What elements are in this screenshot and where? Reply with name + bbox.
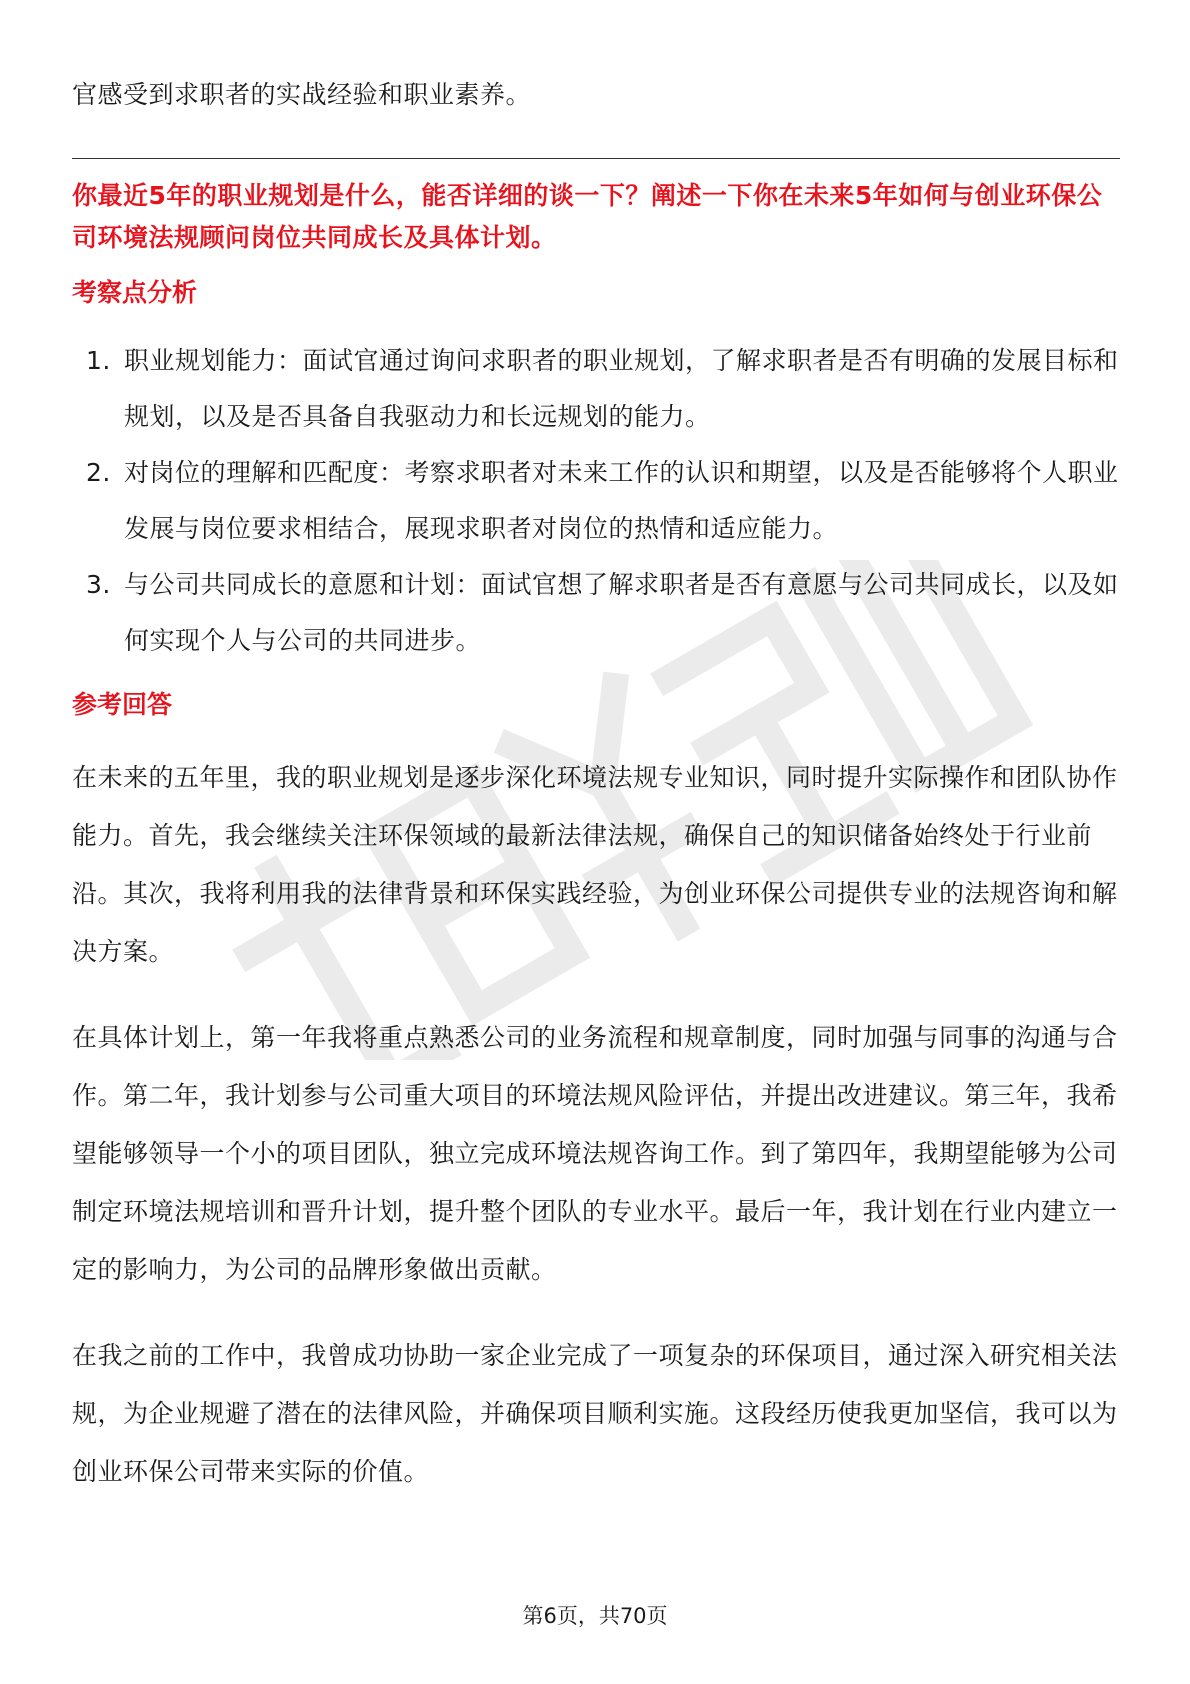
list-item-text: 对岗位的理解和匹配度：考察求职者对未来工作的认识和期望，以及是否能够将个人职业发展与岗位要求相结合，展现求职者对岗位的热情和适应能力。 [124, 458, 1119, 543]
page-number-footer: 第6页，共70页 [522, 1604, 668, 1628]
answer-paragraph: 在未来的五年里，我的职业规划是逐步深化环境法规专业知识，同时提升实际操作和团队协作能力。首先，我会继续关注环保领域的最新法律法规，确保自己的知识储备始终处于行业前沿。其次，我将利用我的法律背景和环保实践经验，为创业环保公司提供专业的法规咨询和解决方案。 [72, 763, 1118, 966]
page-content [72, 66, 1120, 1529]
answer-heading: 参考回答 [72, 690, 173, 719]
list-item-text: 职业规划能力：面试官通过询问求职者的职业规划，了解求职者是否有明确的发展目标和规划，以及是否具备自我驱动力和长远规划的能力。 [124, 346, 1119, 431]
intro-tail-paragraph: 官感受到求职者的实战经验和职业素养。 [72, 80, 532, 109]
answer-paragraph: 在我之前的工作中，我曾成功协助一家企业完成了一项复杂的环保项目，通过深入研究相关法规，为企业规避了潜在的法律风险，并确保项目顺利实施。这段经历使我更加坚信，我可以为创业环保公司带来实际的价值。 [72, 1341, 1118, 1486]
list-item-number: 3. [86, 570, 111, 599]
question-heading: 你最近5年的职业规划是什么，能否详细的谈一下？阐述一下你在未来5年如何与创业环保公司环境法规顾问岗位共同成长及具体计划。 [72, 181, 1103, 252]
answer-paragraph: 在具体计划上，第一年我将重点熟悉公司的业务流程和规章制度，同时加强与同事的沟通与合作。第二年，我计划参与公司重大项目的环境法规风险评估，并提出改进建议。第三年，我希望能够领导一个小的项目团队，独立完成环境法规咨询工作。到了第四年，我期望能够为公司制定环境法规培训和晋升计划，提升整个团队的专业水平。最后一年，我计划在行业内建立一定的影响力，为公司的品牌形象做出贡献。 [72, 1023, 1118, 1284]
list-item-text: 与公司共同成长的意愿和计划：面试官想了解求职者是否有意愿与公司共同成长，以及如何实现个人与公司的共同进步。 [124, 570, 1119, 655]
list-item-number: 2. [86, 458, 111, 487]
analysis-heading: 考察点分析 [72, 278, 198, 307]
list-item [72, 333, 1120, 445]
section-divider [72, 158, 1120, 159]
list-item-number: 1. [86, 346, 111, 375]
list-item [72, 445, 1120, 557]
list-item [72, 557, 1120, 669]
analysis-points-list [72, 333, 1120, 669]
